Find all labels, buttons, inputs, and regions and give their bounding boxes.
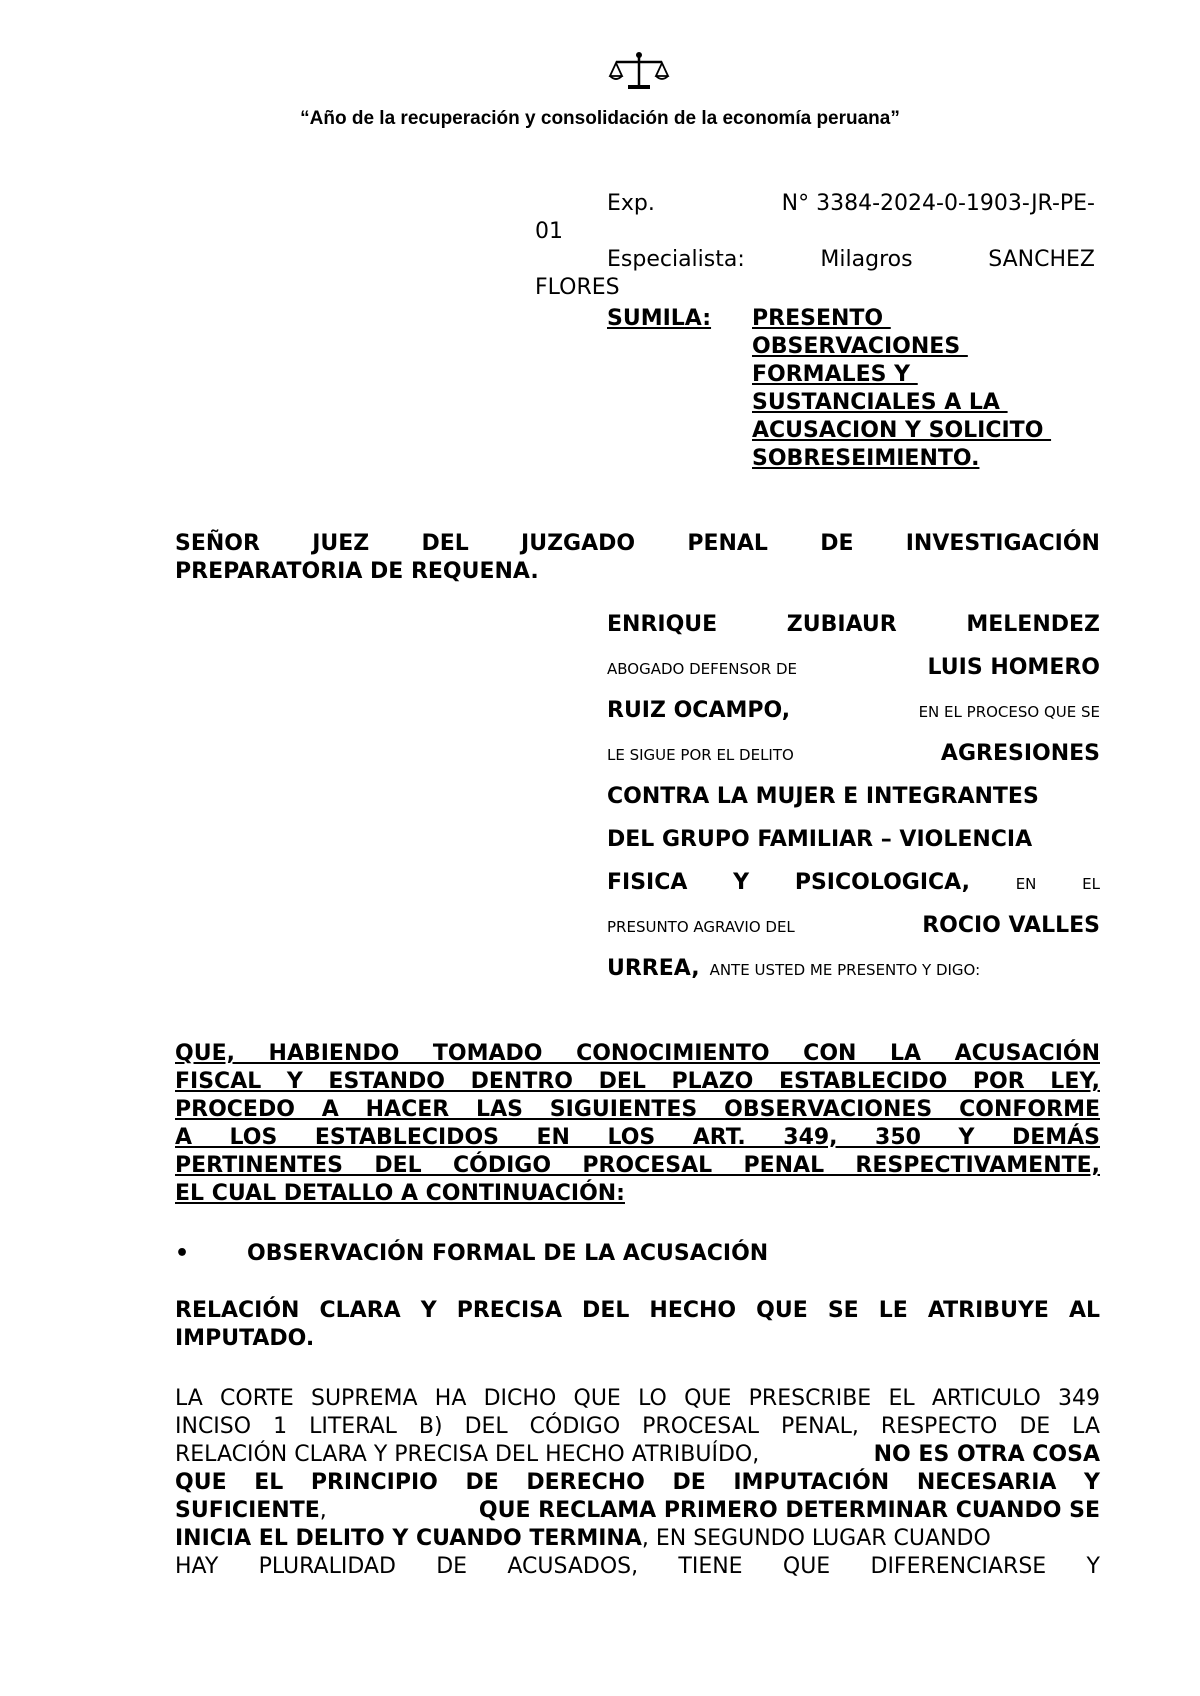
specialist-line: [535, 246, 1095, 274]
exp-line: [535, 190, 1095, 218]
party-text: LE SIGUE POR EL DELITO: [607, 746, 794, 764]
addressee-word: INVESTIGACIÓN: [905, 531, 1100, 556]
victim-surname: URREA,: [607, 956, 700, 981]
party-text: EN EL PROCESO QUE SE: [918, 703, 1100, 721]
sumila-text: [752, 305, 1051, 473]
que-line: QUE, HABIENDO TOMADO CONOCIMIENTO CON LA ACUSACIÓN: [175, 1041, 1100, 1066]
addressee-word: SEÑOR: [175, 531, 260, 556]
victim-name: ROCIO VALLES: [922, 913, 1100, 938]
sumila-line: OBSERVACIONES: [752, 334, 968, 359]
body-line: [175, 1553, 1100, 1581]
client-name: LUIS HOMERO: [927, 655, 1100, 680]
crime-name: FISICA: [607, 870, 688, 895]
body-bold-text: NO ES OTRA COSA: [873, 1442, 1100, 1467]
party-text: PRESUNTO AGRAVIO DEL: [607, 918, 795, 936]
crime-name: CONTRA LA MUJER E INTEGRANTES: [607, 784, 1039, 809]
party-text: ABOGADO DEFENSOR DE: [607, 660, 798, 678]
addressee-word: PENAL: [687, 531, 768, 556]
client-surname: RUIZ OCAMPO,: [607, 698, 791, 723]
relation-line: IMPUTADO.: [175, 1326, 315, 1351]
case-info: [535, 190, 1095, 302]
sumila-label: SUMILA:: [607, 306, 712, 331]
body-word: ACUSADOS,: [507, 1554, 639, 1579]
que-line: PERTINENTES DEL CÓDIGO PROCESAL PENAL RESPECTIVAMENTE,: [175, 1153, 1100, 1178]
lawyer-name-word: MELENDEZ: [966, 612, 1100, 637]
lawyer-name-line: [607, 612, 1100, 655]
body-word: HAY: [175, 1554, 219, 1579]
addressee-line-1: [175, 530, 1100, 558]
body-bold-text: SUFICIENTE: [175, 1498, 320, 1523]
specialist-surname: SANCHEZ: [988, 247, 1095, 272]
body-word: DIFERENCIARSE: [870, 1554, 1047, 1579]
crime-name: PSICOLOGICA,: [794, 870, 970, 895]
body-line: LA CORTE SUPREMA HA DICHO QUE LO QUE PRESCRIBE EL ARTICULO 349: [175, 1386, 1100, 1411]
lawyer-name-word: ZUBIAUR: [786, 612, 897, 637]
addressee-word: JUZGADO: [521, 531, 636, 556]
party-block: [607, 612, 1100, 999]
party-line-3: [607, 698, 1100, 741]
party-text: EL: [1082, 875, 1100, 893]
party-line-8: [607, 913, 1100, 956]
party-text: EN: [1015, 875, 1037, 893]
addressee-line-2: PREPARATORIA DE REQUENA.: [175, 559, 539, 584]
crime-name: DEL GRUPO FAMILIAR – VIOLENCIA: [607, 827, 1033, 852]
body-line: [175, 1497, 1100, 1525]
body-paragraph: [175, 1385, 1100, 1581]
party-line-5: [607, 784, 1100, 827]
body-line: [175, 1525, 1100, 1553]
sumila-line: ACUSACION Y SOLICITO: [752, 418, 1052, 443]
sumila-line: SUSTANCIALES A LA: [752, 390, 1008, 415]
exp-label: Exp.: [607, 191, 655, 216]
body-text: RELACIÓN CLARA Y PRECISA DEL HECHO ATRIBUÍDO,: [175, 1442, 760, 1467]
party-line-4: [607, 741, 1100, 784]
body-bold-text: INICIA EL DELITO Y CUANDO TERMINA: [175, 1526, 642, 1551]
bullet-text: OBSERVACIÓN FORMAL DE LA ACUSACIÓN: [247, 1241, 769, 1266]
crime-name: Y: [733, 870, 750, 895]
body-word: TIENE: [678, 1554, 743, 1579]
que-line: A LOS ESTABLECIDOS EN LOS ART. 349, 350 Y DEMÁS: [175, 1125, 1100, 1150]
relation-heading: [175, 1297, 1100, 1353]
scales-of-justice-icon: [608, 50, 670, 92]
body-line: [175, 1441, 1100, 1469]
party-line-7: [607, 870, 1100, 913]
crime-name: AGRESIONES: [940, 741, 1100, 766]
bullet-heading: [175, 1240, 1100, 1268]
body-line: INCISO 1 LITERAL B) DEL CÓDIGO PROCESAL PENAL, RESPECTO DE LA: [175, 1414, 1100, 1439]
specialist-first-name: Milagros: [820, 247, 913, 272]
year-motto: “Año de la recuperación y consolidación de la economía peruana”: [300, 108, 900, 129]
addressee-word: DEL: [421, 531, 469, 556]
party-text: ANTE USTED ME PRESENTO Y DIGO:: [709, 961, 981, 979]
addressee-word: DE: [820, 531, 854, 556]
specialist-label: Especialista:: [607, 247, 745, 272]
body-word: Y: [1086, 1554, 1100, 1579]
sumila: [607, 305, 1107, 473]
body-line: QUE EL PRINCIPIO DE DERECHO DE IMPUTACIÓN NECESARIA Y: [175, 1470, 1100, 1495]
lawyer-name-word: ENRIQUE: [607, 612, 718, 637]
relation-line: RELACIÓN CLARA Y PRECISA DEL HECHO QUE SE LE ATRIBUYE AL: [175, 1298, 1100, 1323]
exp-number: N° 3384-2024-0-1903-JR-PE-: [781, 191, 1095, 216]
que-line: FISCAL Y ESTANDO DENTRO DEL PLAZO ESTABLECIDO POR LEY,: [175, 1069, 1100, 1094]
addressee-heading: [175, 530, 1100, 586]
party-line-2: [607, 655, 1100, 698]
specialist-surname-2: FLORES: [535, 275, 620, 300]
body-word: QUE: [782, 1554, 831, 1579]
sumila-line: SOBRESEIMIENTO.: [752, 446, 980, 471]
body-word: PLURALIDAD: [258, 1554, 396, 1579]
sumila-line: FORMALES Y: [752, 362, 918, 387]
exp-number-continued: 01: [535, 219, 563, 244]
body-text: ,: [319, 1498, 327, 1523]
addressee-word: JUEZ: [312, 531, 370, 556]
sumila-line: PRESENTO: [752, 306, 891, 331]
que-paragraph: [175, 1040, 1100, 1208]
que-line: EL CUAL DETALLO A CONTINUACIÓN:: [175, 1181, 625, 1206]
body-text: , EN SEGUNDO LUGAR CUANDO: [641, 1526, 991, 1551]
body-bold-text: QUE RECLAMA PRIMERO DETERMINAR CUANDO SE: [478, 1498, 1100, 1523]
body-word: DE: [436, 1554, 468, 1579]
bullet-icon: •: [175, 1241, 190, 1266]
party-line-6: [607, 827, 1100, 870]
party-line-9: [607, 956, 1100, 999]
que-line: PROCEDO A HACER LAS SIGUIENTES OBSERVACIONES CONFORME: [175, 1097, 1100, 1122]
